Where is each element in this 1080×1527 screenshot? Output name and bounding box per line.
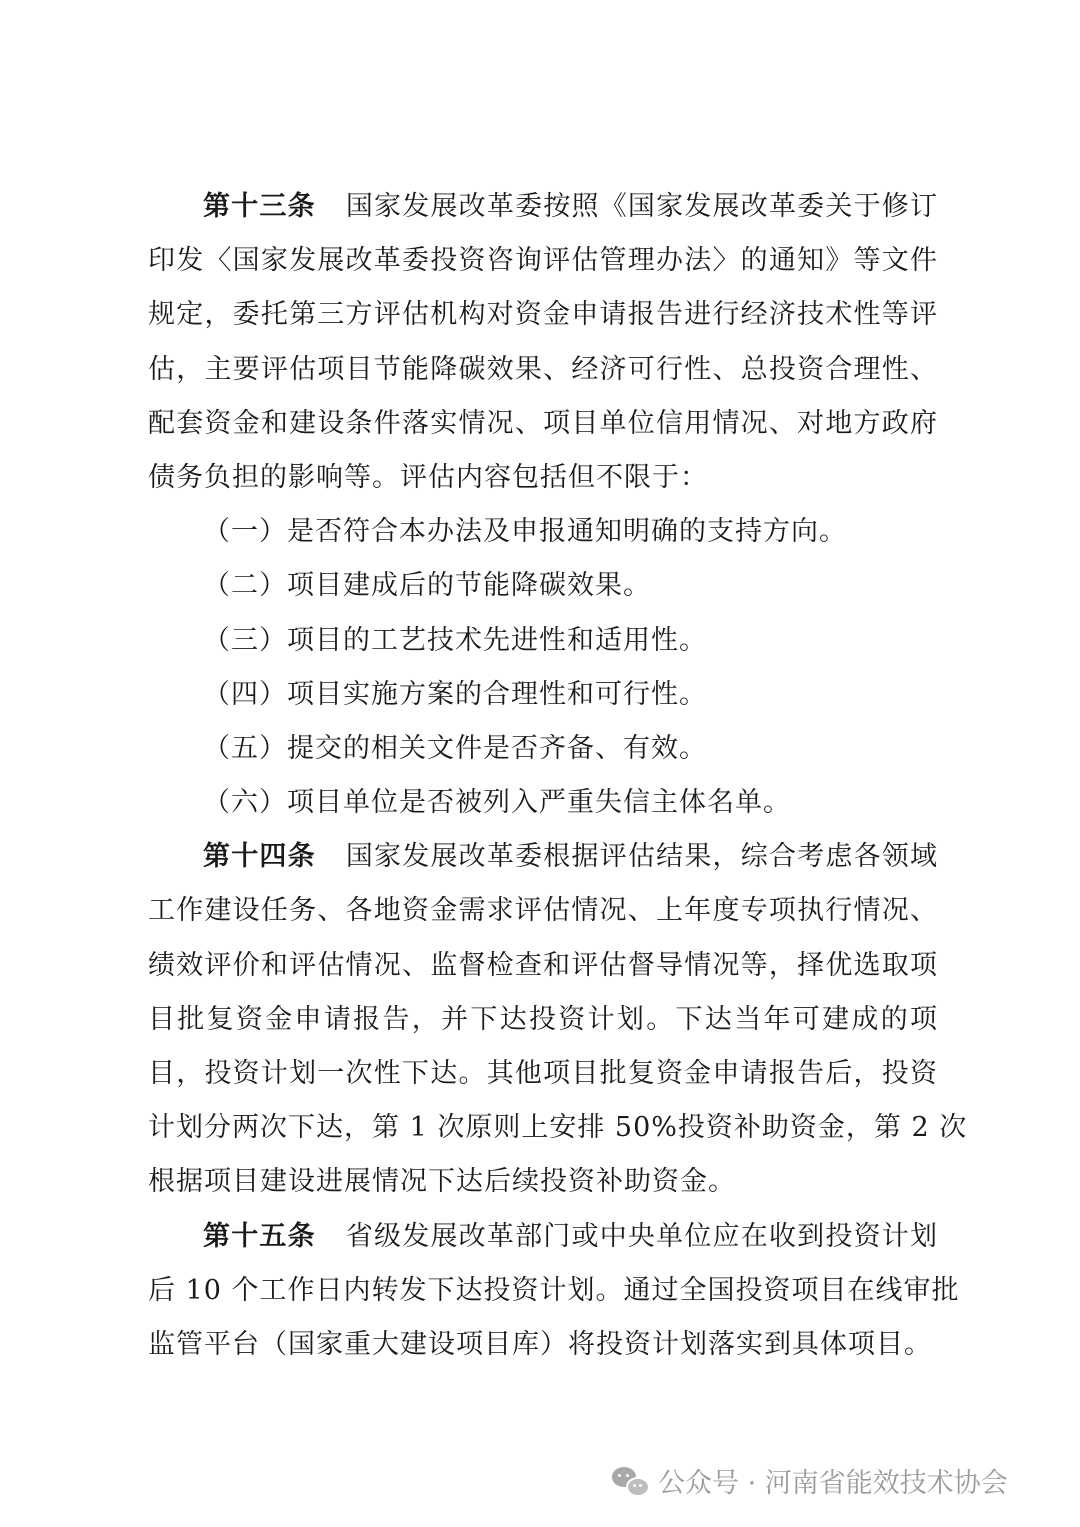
article-15-line-2: 后 10 个工作日内转发下达投资计划。通过全国投资项目在线审批	[148, 1274, 960, 1306]
article-13-line-2: 印发〈国家发展改革委投资咨询评估管理办法〉的通知》等文件	[148, 245, 938, 277]
article-13-line-4: 估，主要评估项目节能降碳效果、经济可行性、总投资合理性、	[148, 353, 938, 385]
article-15-line-1: 第十五条 省级发展改革部门或中央单位应在收到投资计划	[203, 1220, 939, 1252]
article-13-line-5: 配套资金和建设条件落实情况、项目单位信用情况、对地方政府	[148, 407, 938, 439]
article-13-item-4: （四）项目实施方案的合理性和可行性。	[203, 678, 707, 710]
article-14-line-3: 绩效评价和评估情况、监督检查和评估督导情况等，择优选取项	[148, 949, 938, 981]
article-13-line-3: 规定，委托第三方评估机构对资金申请报告进行经济技术性等评	[148, 299, 938, 331]
article-13-item-5: （五）提交的相关文件是否齐备、有效。	[203, 732, 707, 764]
article-14-line-4: 目批复资金申请报告，并下达投资计划。下达当年可建成的项	[148, 1003, 938, 1035]
article-14-line-5: 目，投资计划一次性下达。其他项目批复资金申请报告后，投资	[148, 1058, 938, 1089]
article-14-title: 第十四条	[203, 841, 316, 873]
watermark-text: 公众号 · 河南省能效技术协会	[658, 1467, 1008, 1499]
article-13-item-1: （一）是否符合本办法及申报通知明确的支持方向。	[203, 516, 847, 548]
article-15-title: 第十五条	[203, 1220, 316, 1252]
article-13-title: 第十三条	[203, 191, 316, 222]
article-14-line-7: 根据项目建设进展情况下达后续投资补助资金。	[148, 1166, 736, 1198]
article-14-line-2: 工作建设任务、各地资金需求评估情况、上年度专项执行情况、	[148, 895, 938, 927]
wechat-icon	[612, 1465, 648, 1495]
article-13-line-1: 第十三条 国家发展改革委按照《国家发展改革委关于修订	[203, 191, 939, 222]
article-15-line-3: 监管平台（国家重大建设项目库）将投资计划落实到具体项目。	[148, 1328, 932, 1360]
article-13-item-6: （六）项目单位是否被列入严重失信主体名单。	[203, 787, 791, 819]
article-14-line-1: 第十四条 国家发展改革委根据评估结果，综合考虑各领域	[203, 841, 939, 873]
article-13-item-3: （三）项目的工艺技术先进性和适用性。	[203, 624, 707, 656]
article-13-line-6: 债务负担的影响等。评估内容包括但不限于：	[148, 461, 708, 493]
document-body	[148, 180, 968, 1372]
article-14-line-6: 计划分两次下达，第 1 次原则上安排 50%投资补助资金，第 2 次	[148, 1112, 968, 1144]
article-13-item-2: （二）项目建成后的节能降碳效果。	[203, 570, 651, 602]
watermark	[612, 1458, 1008, 1502]
